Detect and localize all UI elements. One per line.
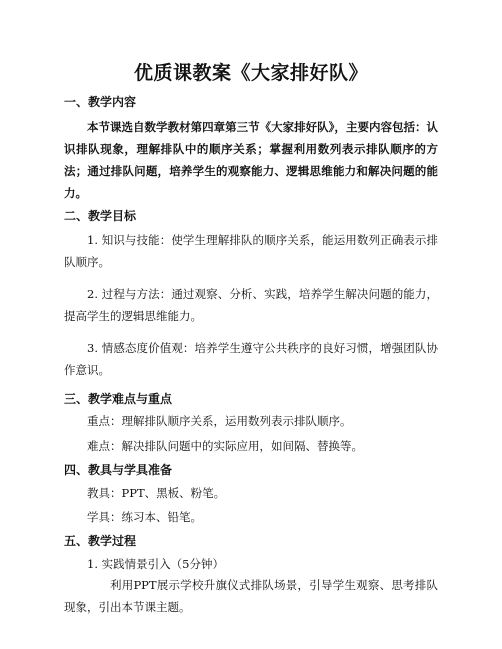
section-heading-materials: 四、教具与学具准备 [64, 463, 173, 477]
key-point-line: 重点：理解排队顺序关系，运用数列表示排队顺序。 [87, 414, 352, 428]
process-step-1-paragraph: 利用PPT展示学校升旗仪式排队场景，引导学生观察、思考排队现象，引出本节课主题。 [64, 578, 438, 614]
process-step-1: 1. 实践情景引入（5分钟） [87, 557, 224, 571]
section-heading-content: 一、教学内容 [64, 95, 137, 109]
section-heading-process: 五、教学过程 [64, 534, 137, 548]
section-heading-objectives: 二、教学目标 [64, 209, 137, 223]
objective-paragraph-1: 1. 知识与技能：使学生理解排队的顺序关系，能运用数列正确表示排队顺序。 [64, 233, 438, 269]
section-content-paragraph: 本节课选自数学教材第四章第三节《大家排好队》，主要内容包括：认识排队现象，理解排队中的顺序关系；掌握利用数列表示排队顺序的方法；通过排队问题，培养学生的观察能力、逻辑思维能力和解决问题的能力。 [64, 120, 438, 200]
learning-aids-line: 学具：练习本、铅笔。 [87, 510, 202, 524]
section-heading-difficulties: 三、教学难点与重点 [64, 392, 173, 406]
objective-paragraph-2: 2. 过程与方法：通过观察、分析、实践，培养学生解决问题的能力，提高学生的逻辑思维能力。 [64, 287, 438, 323]
difficulty-line: 难点：解决排队问题中的实际应用，如间隔、替换等。 [87, 439, 363, 453]
teaching-aids-line: 教具：PPT、黑板、粉笔。 [87, 486, 226, 500]
objective-paragraph-3: 3. 情感态度价值观：培养学生遵守公共秩序的良好习惯，增强团队协作意识。 [64, 341, 438, 377]
document-title: 优质课教案《大家排好队》 [133, 62, 368, 84]
